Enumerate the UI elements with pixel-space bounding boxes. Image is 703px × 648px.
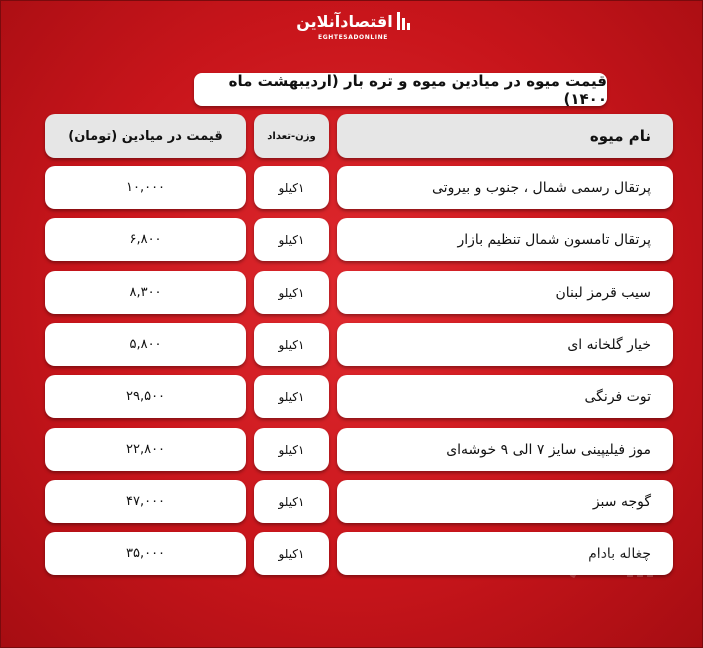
row-price: ۸,۳۰۰ [45, 271, 246, 314]
row-price: ۱۰,۰۰۰ [45, 166, 246, 209]
row-name: چغاله بادام [337, 532, 673, 575]
row-unit: ۱کیلو [254, 428, 329, 471]
row-price: ۲۹,۵۰۰ [45, 375, 246, 418]
row-unit: ۱کیلو [254, 323, 329, 366]
header-unit: وزن-تعداد [254, 114, 329, 158]
row-name: پرتقال تامسون شمال تنظیم بازار [337, 218, 673, 261]
logo-domain: EGHTESADONLINE [318, 34, 388, 41]
logo [297, 9, 409, 47]
row-name: گوجه سبز [337, 480, 673, 523]
row-price: ۴۷,۰۰۰ [45, 480, 246, 523]
row-unit: ۱کیلو [254, 271, 329, 314]
row-price: ۵,۸۰۰ [45, 323, 246, 366]
watermark-logo-icon [567, 529, 657, 589]
row-unit: ۱کیلو [254, 532, 329, 575]
row-unit: ۱کیلو [254, 166, 329, 209]
row-name: پرتقال رسمی شمال ، جنوب و بیروتی [337, 166, 673, 209]
row-price: ۲۲,۸۰۰ [45, 428, 246, 471]
row-name: خیار گلخانه ای [337, 323, 673, 366]
logo-name: اقتصادآنلاین [296, 11, 393, 31]
row-price: ۶,۸۰۰ [45, 218, 246, 261]
page-title: قیمت میوه در میادین میوه و تره بار (اردیبهشت ماه ۱۴۰۰) [194, 73, 607, 106]
row-price: ۳۵,۰۰۰ [45, 532, 246, 575]
row-name: سیب قرمز لبنان [337, 271, 673, 314]
logo-bars-icon [397, 12, 410, 30]
row-unit: ۱کیلو [254, 480, 329, 523]
row-name: توت فرنگی [337, 375, 673, 418]
logo-mark [297, 9, 409, 33]
row-unit: ۱کیلو [254, 375, 329, 418]
header-name: نام میوه [337, 114, 673, 158]
row-unit: ۱کیلو [254, 218, 329, 261]
row-name: موز فیلیپینی سایز ۷ الی ۹ خوشه‌ای [337, 428, 673, 471]
header-price: قیمت در میادین (تومان) [45, 114, 246, 158]
